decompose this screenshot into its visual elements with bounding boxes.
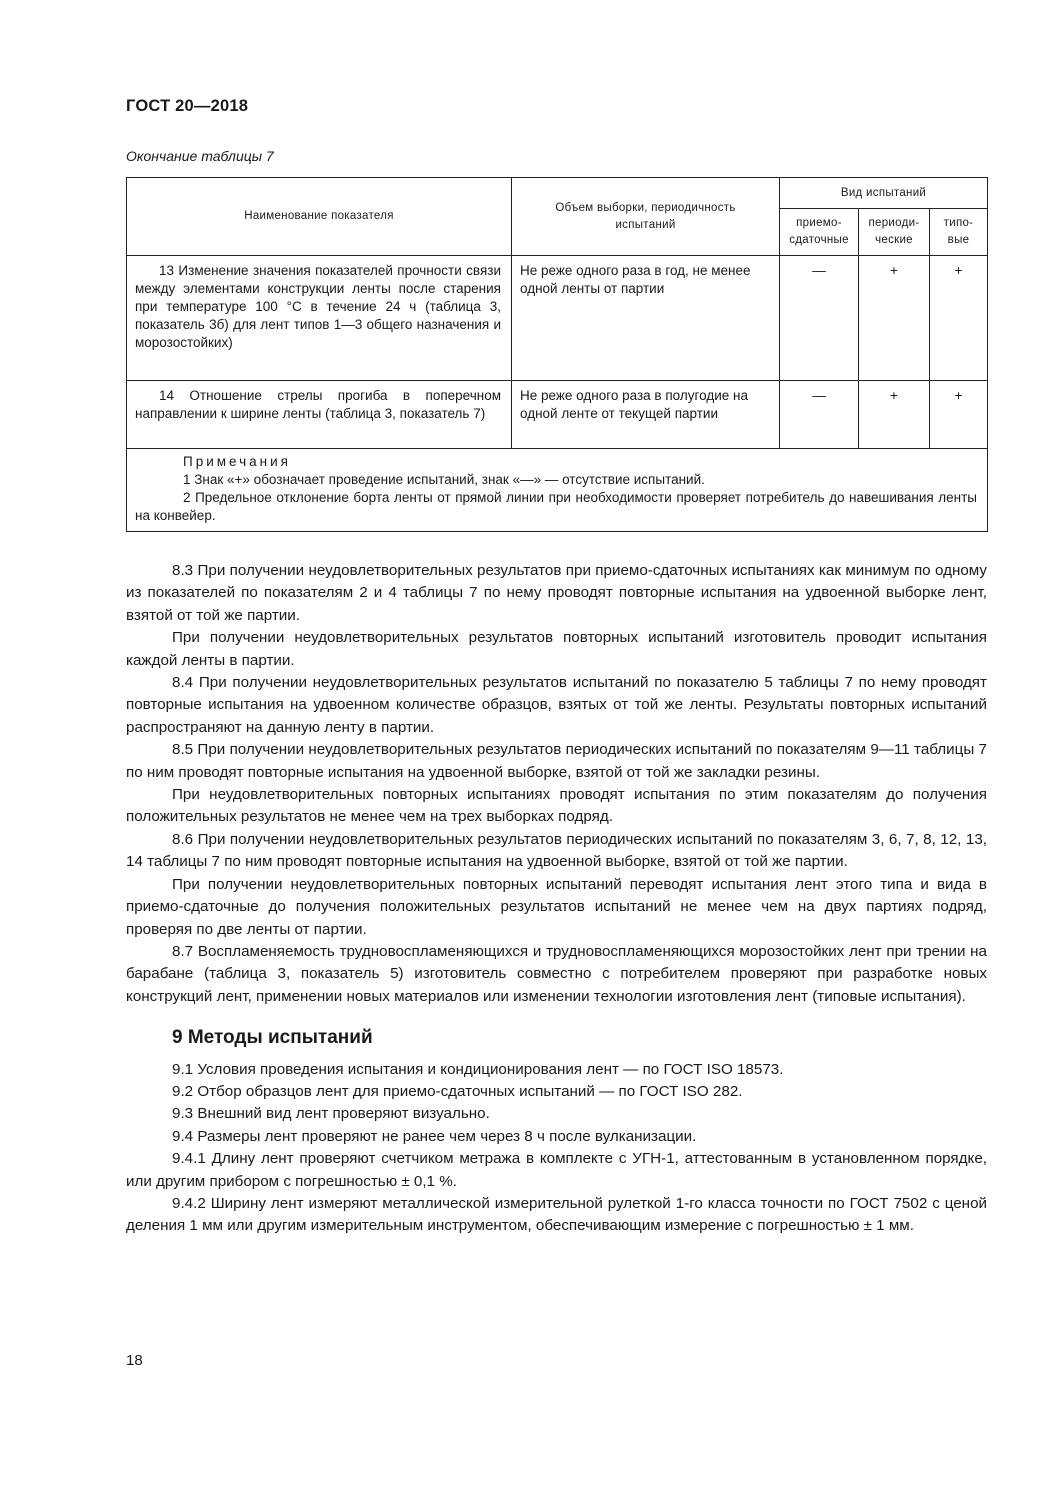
paragraph-9-4-2: 9.4.2 Ширину лент измеряют металлической измерительной рулеткой 1-го класса точности по ГОСТ 7502 с ценой деления 1 мм или другим измерительным инструментом, обеспечивающим измерение с погрешностью ± 1 мм. [126,1194,987,1235]
table-7 [126,177,988,532]
row-acceptance-mark: — [780,381,859,449]
header-periodic: периоди-ческие [859,209,930,256]
paragraph: При получении неудовлетворительных результатов повторных испытаний изготовитель проводит испытания каждой ленты в партии. [126,629,987,669]
table-notes [127,449,988,532]
row-acceptance-mark: — [780,256,859,381]
row-volume: Не реже одного раза в год, не менее одной ленты от партии [512,256,780,381]
table-row [127,256,988,381]
paragraph-9-1: 9.1 Условия проведения испытания и кондиционирования лент — по ГОСТ ISO 18573. [172,1060,784,1078]
table-notes-row [127,449,988,532]
notes-title: Примечания [183,454,291,469]
table-header-row [127,178,988,209]
row-name: 13 Изменение значения показателей прочности связи между элементами конструкции ленты после старения при температуре 100 °С в течение 24 ч (таблица 3, показатель 3б) для лент типов 1—3 общего назначения и морозостойких) [127,256,512,381]
section-heading: 9 Методы испытаний [172,1027,373,1049]
paragraph-8-4: 8.4 При получении неудовлетворительных результатов испытаний по показателю 5 таблицы 7 по нему проводят повторные испытания на удвоенном количестве образцов, взятых от той же ленты. Результаты повторных испытаний распространяют на данную ленту в партии. [126,674,987,736]
paragraph-8-7: 8.7 Воспламеняемость трудновоспламеняющихся и трудновоспламеняющихся морозостойких лент при трении на барабане (таблица 3, показатель 5) изготовитель совместно с потребителем проверяют при разработке новых конструкций лент, применении новых материалов или изменении технологии изготовления лент (типовые испытания). [126,942,987,1005]
row-type-mark: + [930,256,988,381]
page-number: 18 [126,1352,143,1369]
paragraph: При получении неудовлетворительных повторных испытаний переводят испытания лент этого типа и вида в приемо-сдаточные до получения положительных результатов испытаний не менее чем на двух партиях подряд, проверяя по две ленты от партии. [126,875,987,938]
header-volume: Объем выборки, периодичность испытаний [512,178,780,256]
paragraph-8-6: 8.6 При получении неудовлетворительных результатов периодических испытаний по показателям 3, 6, 7, 8, 12, 13, 14 таблицы 7 по ним проводят повторные испытания на удвоенной выборке, взятой от той же партии. [126,830,987,871]
document-body [126,560,987,1238]
note-item: 1 Знак «+» обозначает проведение испытаний, знак «—» — отсутствие испытаний. [183,472,705,487]
note-item: 2 Предельное отклонение борта ленты от прямой линии при необходимости проверяет потребитель до навешивания ленты на конвейер. [135,490,978,523]
header-name: Наименование показателя [127,178,512,256]
table-row [127,381,988,449]
row-name: 14 Отношение стрелы прогиба в поперечном направлении к ширине ленты (таблица 3, показатель 7) [127,381,512,449]
paragraph-8-3: 8.3 При получении неудовлетворительных результатов при приемо-сдаточных испытаниях как минимум по одному из показателей по показателям 2 и 4 таблицы 7 по нему проводят повторные испытания на удвоенной выборке лент, взятой от той же партии. [126,562,987,624]
row-type-mark: + [930,381,988,449]
row-volume: Не реже одного раза в полугодие на одной ленте от текущей партии [512,381,780,449]
header-acceptance: приемо-сдаточные [780,209,859,256]
paragraph-9-2: 9.2 Отбор образцов лент для приемо-сдаточных испытаний — по ГОСТ ISO 282. [172,1082,743,1100]
paragraph-9-4: 9.4 Размеры лент проверяют не ранее чем через 8 ч после вулканизации. [172,1127,697,1145]
document-code: ГОСТ 20—2018 [126,97,249,115]
row-periodic-mark: + [859,256,930,381]
paragraph-9-4-1: 9.4.1 Длину лент проверяют счетчиком метража в комплекте с УГН-1, аттестованным в установленном порядке, или другим прибором с погрешностью ± 0,1 %. [126,1150,987,1190]
paragraph-8-5: 8.5 При получении неудовлетворительных результатов периодических испытаний по показателям 9—11 таблицы 7 по ним проводят повторные испытания на удвоенной выборке, взятой от той же закладки резины. [126,741,987,781]
table-caption: Окончание таблицы 7 [126,148,274,164]
paragraph: При неудовлетворительных повторных испытаниях проводят испытания по этим показателям до получения положительных результатов не менее чем на трех выборках подряд. [126,786,987,826]
header-test-type: Вид испытаний [780,178,988,209]
row-periodic-mark: + [859,381,930,449]
paragraph-9-3: 9.3 Внешний вид лент проверяют визуально. [172,1105,490,1123]
header-type: типо-вые [930,209,988,256]
